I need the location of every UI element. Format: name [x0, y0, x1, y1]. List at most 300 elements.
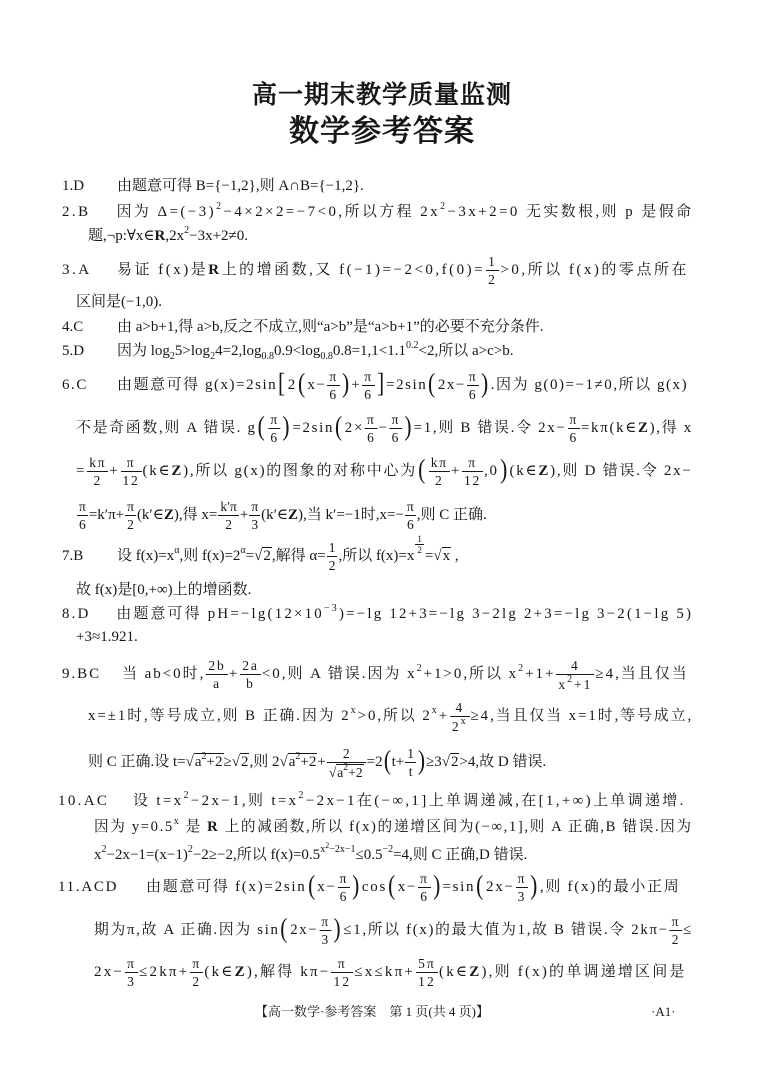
answer-10-line-3 — [94, 842, 527, 866]
text-run: 2 — [435, 473, 444, 489]
answer-text — [94, 913, 693, 948]
text-run: 2 — [440, 201, 448, 212]
text-run: 2 — [417, 545, 422, 555]
text-run: <0,则 A 错误.因为 x — [261, 666, 417, 682]
answer-6-line-2 — [76, 406, 693, 450]
text-run: 上的减函数,所以 f(x)的递增区间为(−∞,1],则 A 正确,B 错误.因为 — [219, 819, 693, 835]
text-run: 2x− — [94, 964, 125, 980]
big-bracket — [500, 456, 509, 483]
fraction-denominator — [568, 429, 580, 446]
fraction — [467, 368, 479, 403]
text-run: >0,所以 2 — [357, 708, 432, 724]
text-run: 2 — [225, 517, 232, 533]
text-run: x — [320, 844, 326, 855]
fraction-numerator — [327, 539, 338, 557]
fraction-numerator — [125, 955, 138, 973]
text-run: ,2x — [165, 228, 185, 244]
answer-text — [76, 499, 487, 533]
text-run: 2x− — [486, 879, 515, 895]
text-run: 5π — [418, 956, 437, 972]
fraction-numerator — [467, 368, 479, 386]
text-run: =2sin — [292, 420, 335, 436]
fraction — [390, 411, 402, 446]
fraction — [206, 657, 227, 692]
text-run: 4=2,log — [215, 343, 262, 359]
fraction — [218, 498, 239, 533]
text-run: 2 — [416, 663, 424, 674]
answer-text — [117, 340, 514, 362]
text-run: + — [317, 754, 326, 770]
text-run: 6 — [367, 430, 376, 446]
text-run: 2 — [93, 473, 102, 489]
superscript — [184, 790, 191, 801]
superscript — [216, 201, 223, 212]
big-bracket — [418, 456, 427, 483]
text-run: Z — [288, 507, 299, 523]
square-root — [254, 547, 272, 564]
exam-title: 高一期末教学质量监测 — [251, 80, 512, 109]
text-run: 6 — [468, 387, 478, 403]
text-run: 当 ab<0时, — [122, 666, 206, 682]
text-run: ] — [376, 368, 386, 399]
fraction — [125, 955, 138, 990]
text-run: ),解得 kπ− — [246, 964, 331, 980]
text-run: −3 — [323, 603, 339, 614]
text-run: = — [76, 463, 87, 479]
fraction — [331, 955, 353, 990]
fraction — [429, 454, 450, 489]
answer-3-line-2 — [76, 290, 162, 314]
fraction-numerator — [218, 498, 239, 516]
text-run: ( — [335, 411, 344, 442]
bold-symbol — [538, 463, 550, 479]
square-root — [442, 753, 460, 770]
radicand — [336, 761, 363, 780]
text-run: ( — [307, 870, 317, 901]
answer-text — [76, 582, 251, 598]
fraction-numerator — [121, 454, 142, 472]
text-run: ≥4,当且仅当 — [595, 666, 689, 682]
fraction-numerator — [416, 955, 438, 973]
fraction-denominator — [249, 516, 260, 533]
fraction-denominator — [125, 516, 136, 533]
answer-11-line-1 — [58, 865, 681, 909]
text-run: π — [468, 369, 478, 385]
text-run: 2 — [287, 377, 297, 393]
text-run: 2 — [169, 351, 175, 362]
superscript — [461, 716, 468, 727]
text-run: ) — [352, 870, 361, 901]
text-run: kπ — [89, 455, 107, 471]
text-run: a — [213, 676, 222, 692]
answer-text — [122, 657, 689, 692]
fraction — [556, 657, 594, 693]
text-run: π — [192, 956, 202, 972]
fraction-numerator — [462, 454, 483, 472]
text-run: −4×2×2=−7<0,所以方程 2x — [223, 204, 441, 220]
fraction-denominator — [121, 472, 142, 489]
text-run: 因为 y=0.5 — [94, 819, 174, 835]
text-run: 2 — [210, 351, 216, 362]
answer-label: 8.D — [62, 606, 91, 622]
text-run: π — [517, 871, 527, 887]
text-run: ( — [476, 870, 485, 901]
fraction-numerator — [405, 498, 416, 516]
answer-9-line-2 — [88, 694, 693, 738]
superscript — [324, 603, 339, 614]
fraction-denominator — [516, 888, 529, 905]
text-run: ) — [282, 411, 292, 442]
text-run: + — [109, 463, 120, 479]
text-run: 2 — [187, 844, 193, 855]
text-run: ≥ — [223, 754, 232, 770]
text-run: 2 — [328, 558, 336, 574]
answer-text — [117, 368, 689, 403]
text-run: ,则 f(x)=2 — [179, 548, 241, 564]
fraction-denominator — [327, 386, 339, 403]
text-run: 3 — [517, 889, 527, 905]
fraction-numerator — [240, 657, 261, 675]
text-run: ≤0.5 — [355, 847, 383, 863]
text-run: 由题意可得 f(x)=2sin — [146, 879, 307, 895]
page-footer: 【高一数学·参考答案 第 1 页(共 4 页)】 — [255, 1004, 489, 1019]
subscript — [320, 351, 333, 362]
fraction-numerator — [125, 498, 136, 516]
fraction-denominator — [429, 472, 450, 489]
fraction-numerator — [362, 368, 374, 386]
fraction-denominator — [327, 763, 366, 781]
big-bracket — [283, 413, 292, 440]
text-run: 3 — [251, 517, 259, 533]
text-run: 由题意可得 pH=−lg(12×10 — [116, 606, 324, 622]
answer-text — [117, 319, 544, 335]
big-bracket — [384, 747, 391, 774]
text-run: ( — [257, 411, 267, 442]
fraction — [416, 955, 438, 990]
text-run: x — [460, 715, 468, 727]
answer-text — [117, 254, 689, 288]
text-run: t — [408, 764, 413, 780]
fraction-denominator — [331, 973, 353, 990]
fraction — [327, 539, 338, 574]
text-run: ,解得 α= — [271, 548, 326, 564]
fraction-denominator — [206, 675, 227, 692]
text-run: (k∈ — [142, 463, 172, 479]
fraction — [450, 699, 470, 735]
answer-text — [116, 603, 694, 622]
text-run: 2 — [216, 201, 224, 212]
big-bracket — [530, 872, 539, 899]
big-bracket — [335, 413, 344, 440]
text-run: x− — [307, 377, 327, 393]
fraction-denominator — [416, 973, 438, 990]
fraction-numerator — [450, 699, 470, 717]
text-run: 3 — [321, 932, 330, 948]
text-run: (k∈ — [204, 964, 235, 980]
fraction-numerator — [190, 955, 203, 973]
text-run: R — [207, 819, 220, 835]
text-run: 0.9<log — [273, 343, 321, 359]
text-run: ) — [499, 454, 509, 485]
answer-text — [76, 454, 693, 489]
answer-2-line-1 — [62, 200, 693, 224]
radicand — [194, 753, 224, 770]
text-run: ),则 f(x)的单调递增区间是 — [481, 964, 687, 980]
text-run: =1,则 B 错误.令 2x− — [413, 420, 567, 436]
text-run: ),当 k′=−1时,x=− — [298, 507, 404, 523]
fraction-numerator — [405, 745, 416, 763]
superscript — [417, 663, 424, 674]
text-run: R — [154, 228, 166, 244]
text-run: ≤2kπ+ — [139, 964, 190, 980]
text-run: .因为 g(0)=−1≠0,所以 g(x) — [490, 377, 689, 393]
text-run: π — [79, 499, 86, 515]
text-run: π — [127, 499, 134, 515]
square-root — [232, 753, 250, 770]
text-run: π — [270, 412, 279, 428]
text-run: + — [438, 708, 450, 724]
text-run: 2 — [342, 745, 350, 761]
text-run: +1+ — [525, 666, 556, 682]
text-run: x — [94, 847, 102, 863]
fraction — [190, 955, 203, 990]
text-run: α — [174, 545, 180, 556]
big-bracket — [404, 413, 413, 440]
fraction-denominator — [365, 429, 377, 446]
text-run: x — [558, 676, 568, 692]
text-run: ),则 D 错误.令 2x− — [550, 463, 693, 479]
text-run: x− — [317, 879, 337, 895]
text-run: π — [391, 412, 401, 428]
answer-7-line-1 — [62, 534, 459, 578]
text-run: −2x−1 — [329, 844, 356, 855]
text-run: cos — [361, 879, 388, 895]
text-run: x=±1时,等号成立,则 B 正确.因为 2 — [88, 708, 351, 724]
big-bracket — [342, 370, 350, 397]
superscript — [320, 841, 356, 855]
text-run: 1 — [328, 540, 336, 556]
answer-label: 9.BC — [62, 666, 102, 682]
answer-6-line-3 — [76, 449, 693, 493]
fraction-denominator — [87, 472, 108, 489]
text-run: 2 — [184, 225, 190, 236]
text-run: a — [288, 754, 296, 770]
answer-6-line-1 — [62, 363, 688, 407]
answer-8-line-2 — [76, 625, 138, 649]
text-run: 题,¬p:∀x∈ — [88, 228, 155, 244]
radicand — [288, 753, 318, 770]
big-bracket — [476, 872, 485, 899]
fraction-denominator — [268, 429, 280, 446]
fraction — [268, 411, 280, 446]
text-run: 2 — [298, 790, 306, 801]
fraction-numerator — [429, 454, 450, 472]
text-run: ( — [388, 870, 397, 901]
fraction-numerator — [568, 411, 580, 429]
text-run: <2,所以 a>c>b. — [418, 343, 514, 359]
text-run: =2 — [366, 754, 383, 770]
answer-9-line-1 — [62, 652, 689, 696]
text-run: 0.8 — [320, 351, 333, 362]
text-run: − — [378, 420, 389, 436]
fraction-numerator — [365, 411, 377, 429]
square-root — [280, 753, 318, 770]
fraction — [415, 534, 424, 555]
bold-symbol — [171, 463, 183, 479]
answer-label: 3.A — [62, 262, 92, 278]
text-run: 因为 Δ=(−3) — [116, 204, 217, 220]
text-run: 12 — [333, 974, 352, 990]
fraction-denominator — [240, 675, 261, 692]
text-run: 5>log — [174, 343, 211, 359]
square-root — [329, 761, 364, 780]
text-run: 2 — [192, 974, 202, 990]
text-run: −2 — [382, 844, 394, 855]
text-run: 2 — [671, 932, 681, 948]
answer-8-line-1 — [62, 602, 693, 626]
fraction-denominator — [77, 516, 88, 533]
text-run: Z — [469, 964, 482, 980]
text-run: α — [240, 545, 246, 556]
answer-label: 1.D — [62, 178, 85, 194]
answer-text — [94, 816, 693, 835]
text-run: 2x− — [290, 922, 319, 938]
answer-text — [117, 178, 364, 194]
fraction — [327, 368, 339, 403]
text-run: π — [329, 369, 338, 385]
text-run: ) — [404, 411, 413, 442]
text-run: 6 — [406, 517, 414, 533]
answer-10-line-2 — [94, 815, 693, 839]
fraction-numerator — [338, 870, 351, 888]
fraction-denominator — [405, 516, 416, 533]
text-run: 易证 f(x)是 — [117, 262, 209, 278]
answer-7-line-2 — [76, 578, 251, 602]
text-run: π — [337, 956, 347, 972]
big-bracket — [433, 872, 442, 899]
text-run: (k′∈ — [136, 507, 164, 523]
fraction-numerator — [327, 745, 366, 763]
text-run: x — [442, 548, 451, 564]
answer-text — [146, 870, 681, 905]
text-run: ≤ — [683, 922, 693, 938]
text-run: (k′∈ — [261, 507, 289, 523]
text-run: +2 — [348, 764, 363, 780]
fraction — [338, 870, 351, 905]
text-run: 12 — [464, 473, 482, 489]
answer-key-title: 数学参考答案 — [289, 114, 475, 149]
text-run: ( — [297, 368, 307, 399]
fraction-denominator — [327, 557, 338, 574]
fraction-denominator — [405, 763, 416, 780]
text-run: ( — [280, 913, 290, 944]
text-run: ),得 x= — [173, 507, 218, 523]
text-run: 2 — [567, 673, 575, 685]
fraction-denominator — [190, 973, 203, 990]
text-run: kπ — [430, 455, 448, 471]
fraction — [405, 498, 416, 533]
text-run: R — [208, 262, 222, 278]
fraction — [462, 454, 483, 489]
text-run: ) — [432, 870, 442, 901]
answer-1-line-1 — [62, 174, 364, 198]
fraction-denominator — [362, 386, 374, 403]
fraction — [418, 870, 431, 905]
text-run: 6 — [329, 387, 338, 403]
text-run: π — [127, 956, 137, 972]
text-run: π — [126, 455, 136, 471]
big-bracket — [334, 915, 342, 942]
fraction — [486, 253, 499, 288]
text-run: 2 — [325, 841, 330, 850]
text-run: 2 — [450, 754, 459, 770]
text-run: ( — [418, 454, 427, 485]
big-bracket — [418, 747, 425, 774]
text-run: , — [451, 548, 459, 564]
text-run: 6 — [79, 517, 86, 533]
text-run: 2× — [344, 420, 365, 436]
fraction-numerator — [415, 534, 424, 545]
text-run: ) — [341, 368, 351, 399]
page-code: ·A1· — [651, 1004, 676, 1019]
fraction-numerator — [249, 498, 260, 516]
text-run: t+ — [391, 754, 405, 770]
text-run: ) — [481, 368, 490, 399]
text-run: Z — [163, 507, 174, 523]
fraction-denominator — [418, 888, 431, 905]
answer-text — [76, 629, 138, 645]
fraction-numerator — [268, 411, 280, 429]
text-run: 6 — [364, 387, 373, 403]
bold-symbol — [155, 228, 166, 244]
radicand — [262, 547, 272, 564]
text-run: x — [431, 705, 439, 716]
text-run: 4 — [571, 657, 580, 673]
text-run: x — [173, 816, 181, 827]
text-run: ) — [417, 745, 426, 776]
text-run: 2b — [208, 658, 226, 674]
text-run: 2 — [451, 718, 461, 734]
answer-label: 5.D — [62, 343, 85, 359]
bold-symbol — [208, 262, 221, 278]
fraction-denominator — [415, 545, 424, 555]
fraction-numerator — [87, 454, 108, 472]
text-run: Z — [538, 463, 551, 479]
fraction-numerator — [390, 411, 402, 429]
answer-10-line-1 — [58, 789, 686, 813]
text-run: 设 t=x — [133, 793, 184, 809]
text-run: =k′π+ — [88, 507, 125, 523]
text-run: ≥3 — [426, 754, 442, 770]
text-run: ) — [530, 870, 539, 901]
fraction-numerator — [486, 253, 499, 271]
text-run: 4 — [455, 699, 465, 715]
answer-text — [76, 411, 693, 446]
text-run: π — [367, 412, 376, 428]
text-run: 6 — [420, 889, 429, 905]
fraction-numerator — [77, 498, 88, 516]
fraction — [125, 498, 136, 533]
text-run: 0.8 — [261, 351, 274, 362]
text-run: ≥4,当且仅当 x=1时,等号成立, — [470, 708, 694, 724]
text-run: 1 — [488, 254, 498, 270]
text-run: ≤x≤kπ+ — [354, 964, 416, 980]
big-bracket — [481, 370, 489, 397]
answer-label: 6.C — [62, 377, 88, 393]
fraction-denominator — [556, 675, 594, 693]
text-run: 2 — [518, 663, 526, 674]
text-run: Z — [637, 420, 650, 436]
